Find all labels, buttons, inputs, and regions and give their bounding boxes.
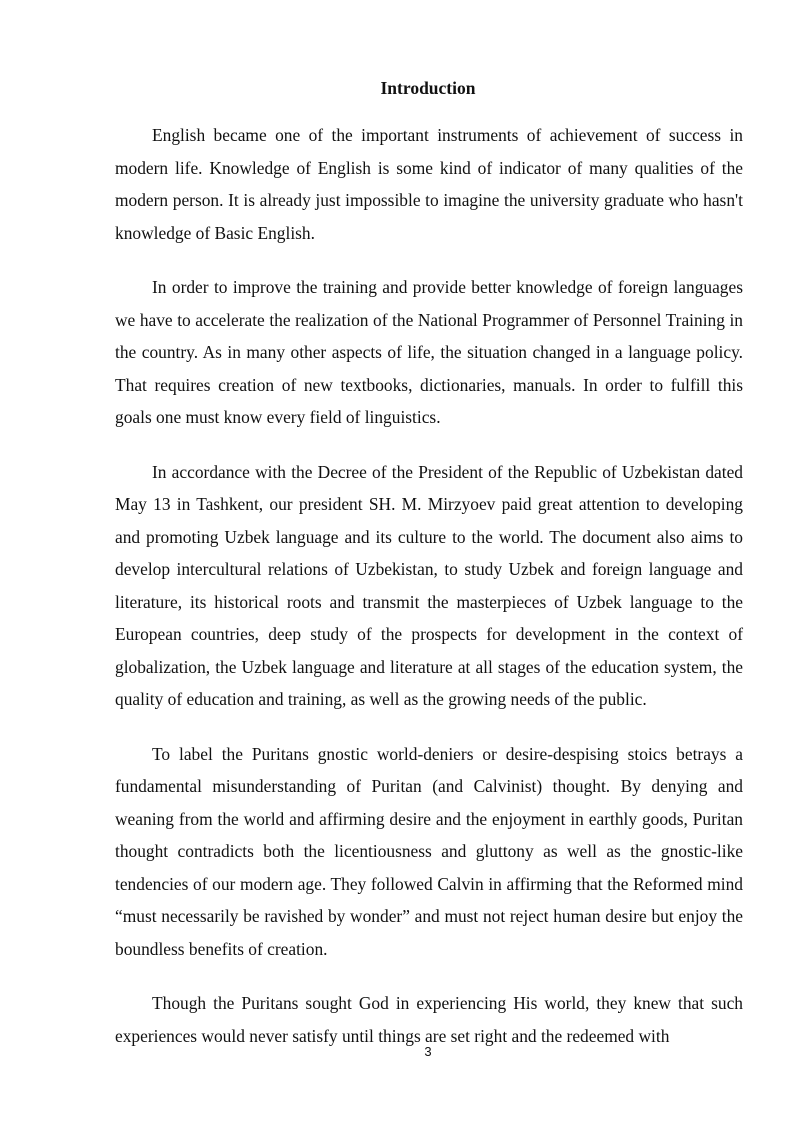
paragraph: English became one of the important instruments of achievement of success in modern life. Knowledge of English is some kind of indicator of many qualities of the modern person. It is already just impossible to imagine the university graduate who hasn't knowledge of Basic English. (115, 125, 743, 243)
paragraph: In order to improve the training and provide better knowledge of foreign languages we have to accelerate the realization of the National Programmer of Personnel Training in the country. As in many other aspects of life, the situation changed in a language policy. That requires creation of new textbooks, dictionaries, manuals. In order to fulfill this goals one must know every field of linguistics. (115, 277, 743, 427)
paragraph: In accordance with the Decree of the President of the Republic of Uzbekistan dated May 13 in Tashkent, our president SH. M. Mirzyoev paid great attention to developing and promoting Uzbek language and its culture to the world. The document also aims to develop intercultural relations of Uzbekistan, to study Uzbek and foreign language and literature, its historical roots and transmit the masterpieces of Uzbek language to the European countries, deep study of the prospects for development in the context of globalization, the Uzbek language and literature at all stages of the education system, the quality of education and training, as well as the growing needs of the public. (115, 461, 743, 709)
paragraph: To label the Puritans gnostic world-deniers or desire-despising stoics betrays a fundamental misunderstanding of Puritan (and Calvinist) thought. By denying and weaning from the world and affirming desire and the enjoyment in earthly goods, Puritan thought contradicts both the licentiousness and gluttony as well as the gnostic-like tendencies of our modern age. They followed Calvin in affirming that the Reformed mind “must necessarily be ravished by wonder” and must not reject human desire but enjoy the boundless benefits of creation. (115, 743, 743, 959)
section-title: Introduction (380, 78, 476, 98)
paragraph-continued: Though the Puritans sought God in experiencing His world, they knew that such experiences would never satisfy until things are set right and the redeemed with (115, 993, 743, 1046)
body-text (115, 119, 743, 1074)
page-number: 3 (424, 1044, 432, 1059)
